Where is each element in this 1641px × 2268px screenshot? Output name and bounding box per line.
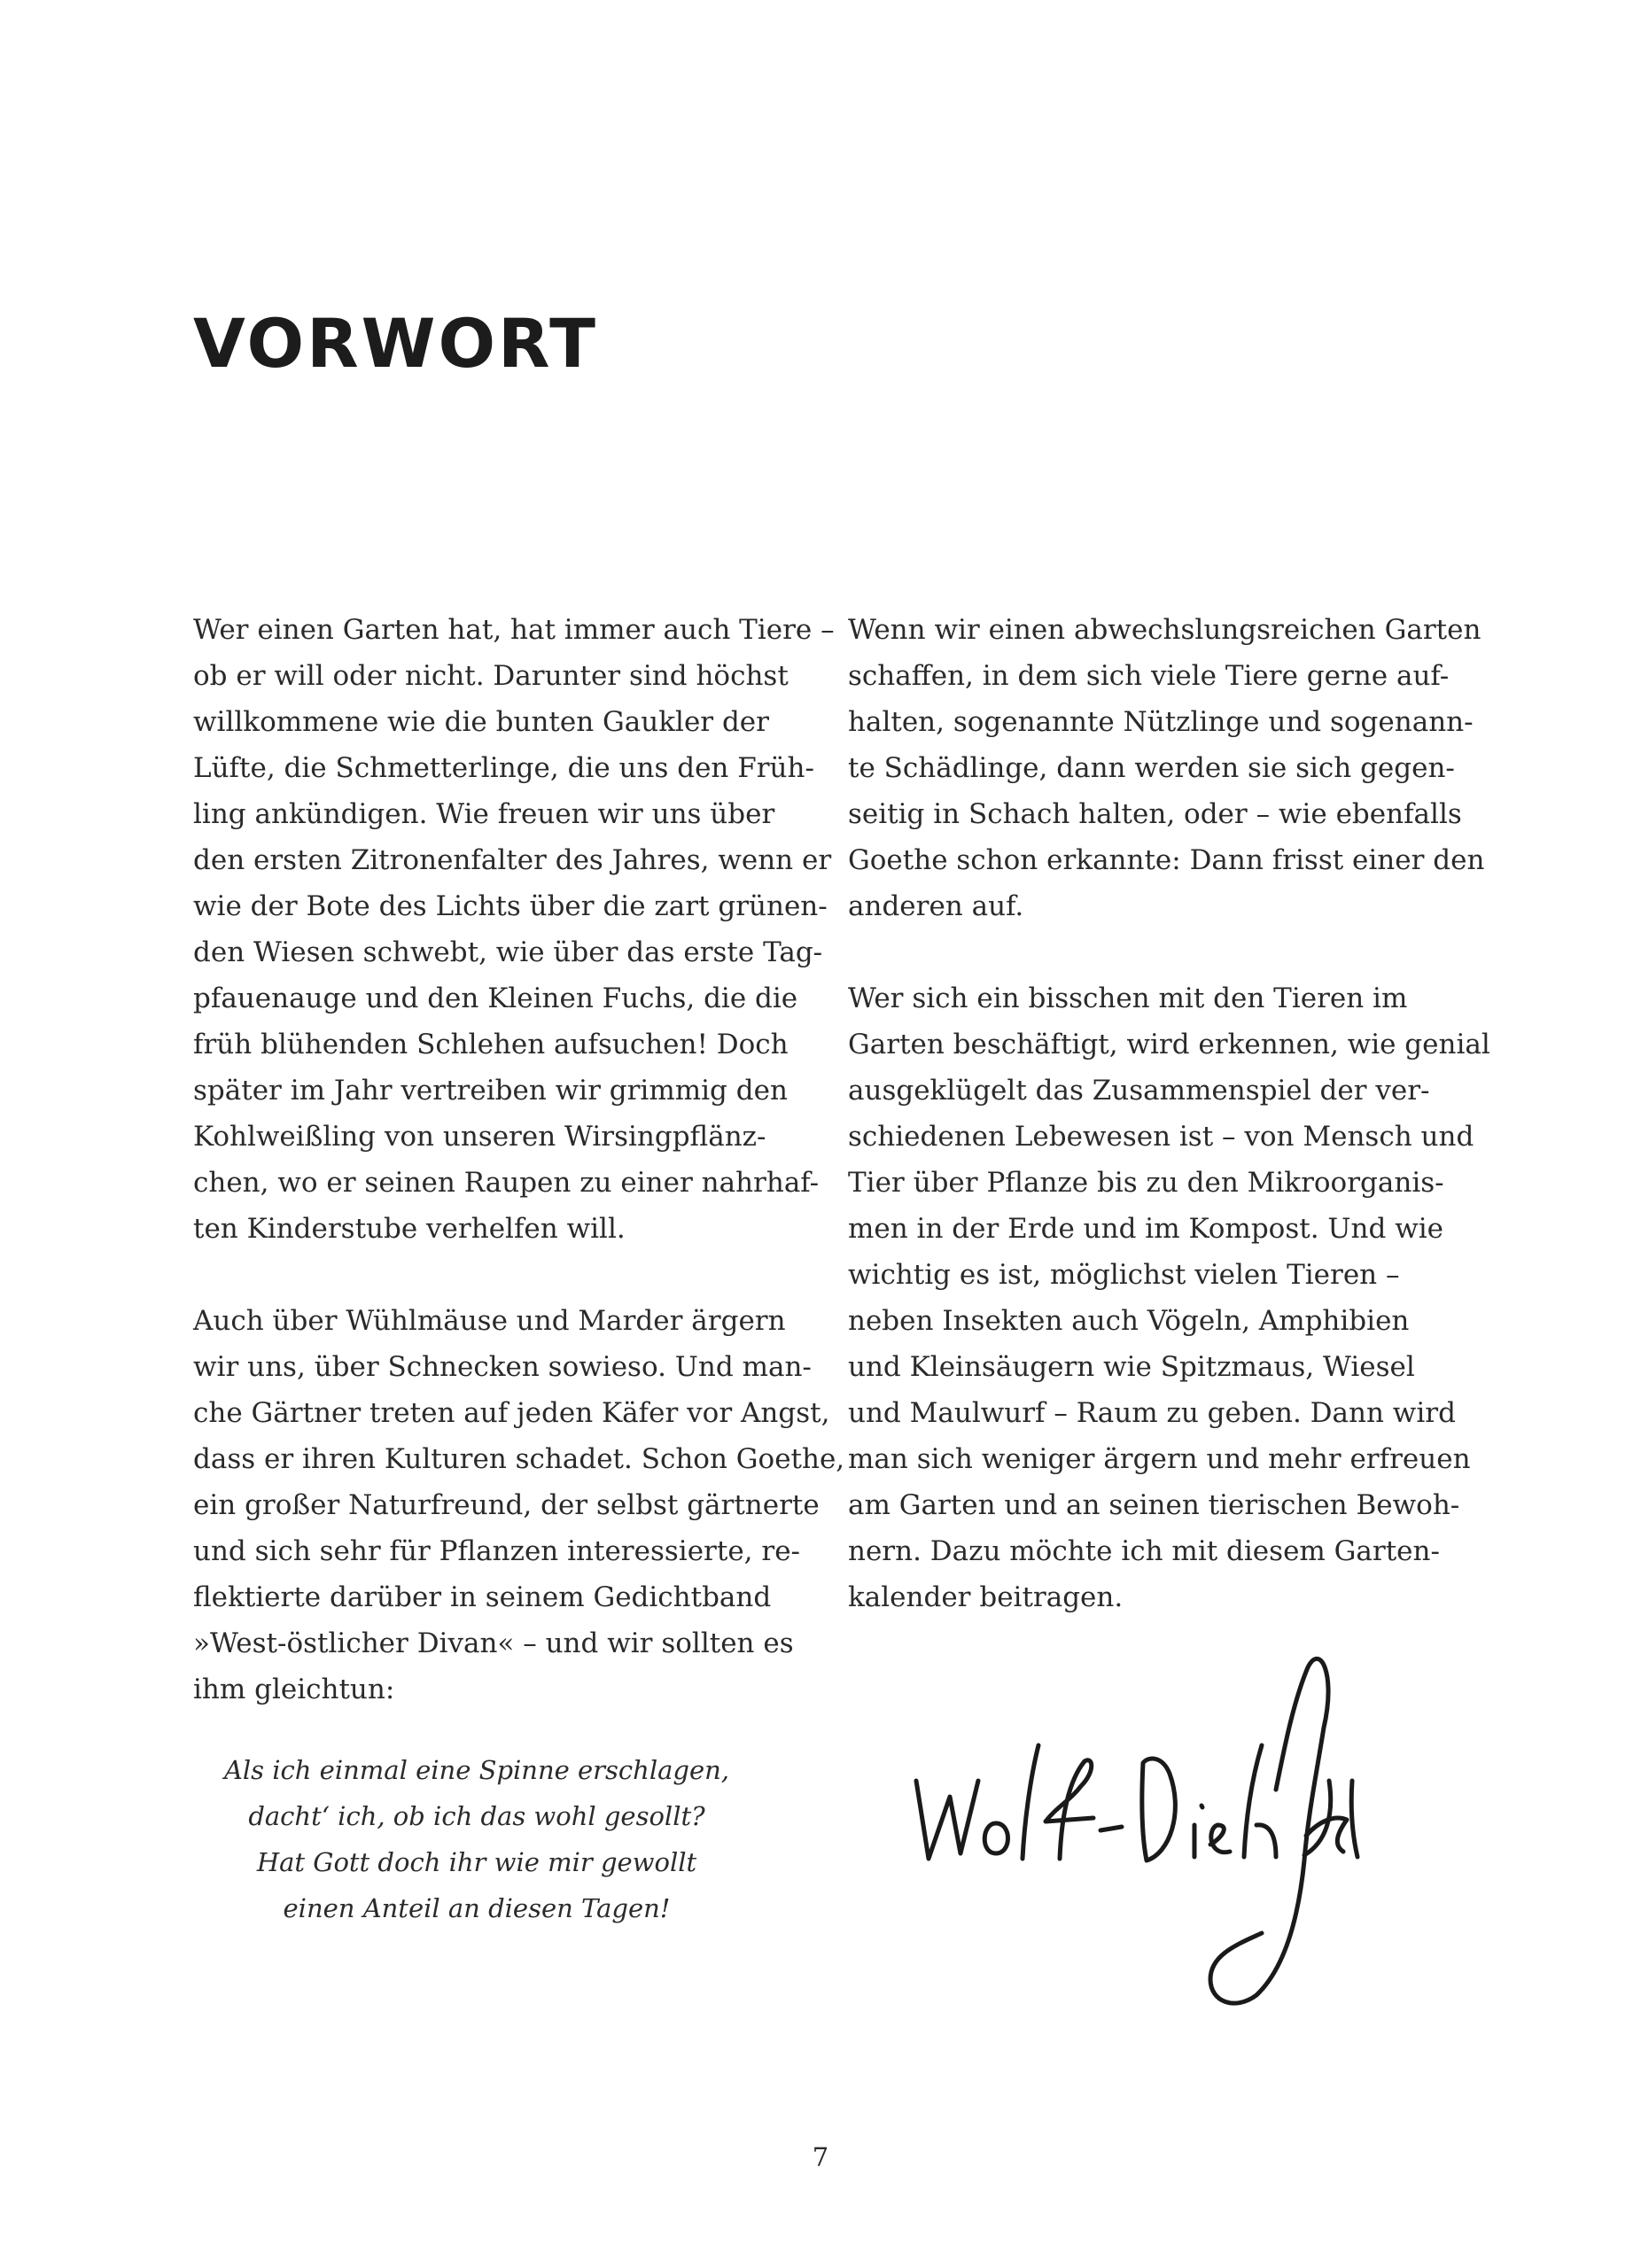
- text-line: den ersten Zitronenfalter des Jahres, wenn er: [193, 844, 832, 876]
- text-line: und Kleinsäugern wie Spitzmaus, Wiesel: [848, 1351, 1415, 1383]
- text-line: ling ankündigen. Wie freuen wir uns über: [193, 798, 775, 830]
- text-line: Kohlweißling von unseren Wirsingpflänz-: [193, 1121, 766, 1153]
- text-line: flektierte darüber in seinem Gedichtband: [193, 1581, 772, 1613]
- paragraph-gap: [193, 1252, 813, 1298]
- poem-line: Hat Gott doch ihr wie mir gewollt: [256, 1847, 697, 1877]
- page-title: VORWORT: [193, 304, 598, 383]
- page-number: 7: [812, 2142, 829, 2172]
- right-paragraph-2: [848, 975, 1490, 1620]
- text-line: halten, sogenannte Nützlinge und sogenann-: [848, 706, 1474, 738]
- text-line: Lüfte, die Schmetterlinge, die uns den Früh-: [193, 752, 814, 784]
- text-line: Wer einen Garten hat, hat immer auch Tiere –: [193, 614, 835, 646]
- text-line: ihm gleichtun:: [193, 1674, 395, 1705]
- text-line: wie der Bote des Lichts über die zart grünen-: [193, 890, 828, 922]
- text-line: pfauenauge und den Kleinen Fuchs, die die: [193, 983, 798, 1014]
- text-line: te Schädlinge, dann werden sie sich gegen-: [848, 752, 1455, 784]
- right-column: [848, 607, 1490, 1620]
- text-line: chen, wo er seinen Raupen zu einer nahrhaf-: [193, 1167, 820, 1199]
- text-line: und Maulwurf – Raum zu geben. Dann wird: [848, 1397, 1456, 1429]
- text-line: nern. Dazu möchte ich mit diesem Garten-: [848, 1535, 1440, 1567]
- text-line: Tier über Pflanze bis zu den Mikroorganis-: [848, 1167, 1444, 1199]
- text-line: anderen auf.: [848, 890, 1024, 922]
- poem-line: dacht‘ ich, ob ich das wohl gesollt?: [248, 1801, 705, 1831]
- text-line: dass er ihren Kulturen schadet. Schon Goethe,: [193, 1443, 845, 1475]
- text-line: früh blühenden Schlehen aufsuchen! Doch: [193, 1029, 789, 1060]
- text-line: Goethe schon erkannte: Dann frisst einer den: [848, 844, 1485, 876]
- text-line: Auch über Wühlmäuse und Marder ärgern: [193, 1305, 786, 1337]
- text-line: man sich weniger ärgern und mehr erfreuen: [848, 1443, 1471, 1475]
- text-line: che Gärtner treten auf jeden Käfer vor Angst,: [193, 1397, 830, 1429]
- text-line: ausgeklügelt das Zusammenspiel der ver-: [848, 1075, 1430, 1107]
- text-line: Wer sich ein bisschen mit den Tieren im: [848, 983, 1408, 1014]
- text-line: willkommene wie die bunten Gaukler der: [193, 706, 769, 738]
- poem-line: Als ich einmal eine Spinne erschlagen,: [223, 1755, 730, 1785]
- handwritten-signature: [904, 1648, 1365, 2020]
- text-line: men in der Erde und im Kompost. Und wie: [848, 1213, 1443, 1245]
- text-line: schaffen, in dem sich viele Tiere gerne auf-: [848, 660, 1450, 692]
- text-line: Garten beschäftigt, wird erkennen, wie genial: [848, 1029, 1490, 1060]
- text-line: später im Jahr vertreiben wir grimmig den: [193, 1075, 788, 1107]
- left-column: [193, 607, 845, 1713]
- text-line: Wenn wir einen abwechslungsreichen Garten: [848, 614, 1482, 646]
- left-paragraph-1: [193, 607, 835, 1252]
- text-line: kalender beitragen.: [848, 1581, 1124, 1613]
- text-line: ein großer Naturfreund, der selbst gärtnerte: [193, 1489, 820, 1521]
- text-line: den Wiesen schwebt, wie über das erste Tag-: [193, 936, 823, 968]
- text-line: ob er will oder nicht. Darunter sind höchst: [193, 660, 789, 692]
- text-line: wichtig es ist, möglichst vielen Tieren –: [848, 1259, 1400, 1291]
- text-line: seitig in Schach halten, oder – wie ebenfalls: [848, 798, 1462, 830]
- text-line: »West-östlicher Divan« – und wir sollten es: [193, 1627, 794, 1659]
- paragraph-gap: [848, 929, 1486, 975]
- left-paragraph-2: [193, 1298, 845, 1713]
- right-paragraph-1: [848, 607, 1486, 929]
- text-line: am Garten und an seinen tierischen Bewoh-: [848, 1489, 1460, 1521]
- text-line: schiedenen Lebewesen ist – von Mensch und: [848, 1121, 1474, 1153]
- poem-quote: [193, 1747, 760, 1931]
- text-line: wir uns, über Schnecken sowieso. Und man-: [193, 1351, 812, 1383]
- text-line: ten Kinderstube verhelfen will.: [193, 1213, 626, 1245]
- text-line: und sich sehr für Pflanzen interessierte, re-: [193, 1535, 801, 1567]
- text-line: neben Insekten auch Vögeln, Amphibien: [848, 1305, 1410, 1337]
- poem-line: einen Anteil an diesen Tagen!: [283, 1893, 671, 1923]
